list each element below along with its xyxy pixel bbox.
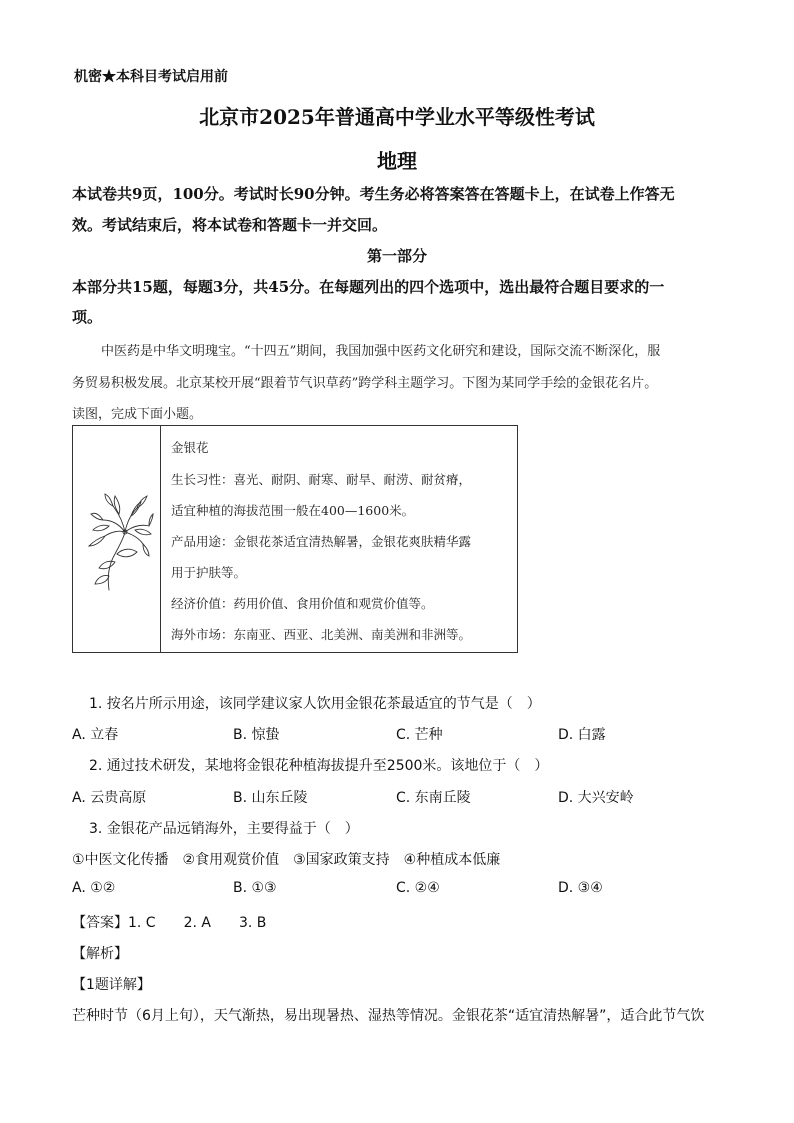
card-line-1: 生长习性：喜光、耐阴、耐寒、耐旱、耐涝、耐贫瘠， — [171, 472, 472, 487]
question-3-option-d: D. ③④ — [558, 880, 603, 896]
question-3-option-a: A. ①② — [72, 880, 116, 896]
answer-line: 【答案】1. C 2. A 3. B — [72, 915, 267, 931]
question-1-option-a: A. 立春 — [72, 727, 119, 743]
question-2-option-b: B. 山东丘陵 — [233, 790, 308, 806]
honeysuckle-card — [72, 425, 518, 653]
card-line-4: 用于护肤等。 — [171, 565, 247, 580]
subject-title: 地理 — [377, 149, 417, 173]
instructions-line-1: 本试卷共9页，100分。考试时长90分钟。考生务必将答案答在答题卡上，在试卷上作答无 — [72, 185, 675, 203]
card-divider — [160, 426, 161, 652]
detail-label: 【1题详解】 — [72, 977, 151, 993]
question-1-option-d: D. 白露 — [558, 727, 606, 743]
passage-line-2: 务贸易积极发展。北京某校开展“跟着节气识草药”跨学科主题学习。下图为某同学手绘的金银花名片。 — [72, 376, 658, 391]
instructions-line-2: 效。考试结束后，将本试卷和答题卡一并交回。 — [72, 216, 388, 234]
question-1-stem: 1. 按名片所示用途，该同学建议家人饮用金银花茶最适宜的节气是（ ） — [89, 696, 541, 712]
confidential-header: 机密★本科目考试启用前 — [74, 69, 228, 85]
question-2-option-c: C. 东南丘陵 — [396, 790, 471, 806]
question-2-stem: 2. 通过技术研发，某地将金银花种植海拔提升至2500米。该地位于（ ） — [89, 758, 549, 774]
question-3-option-b: B. ①③ — [233, 880, 277, 896]
exam-title: 北京市2025年普通高中学业水平等级性考试 — [199, 105, 595, 129]
card-name: 金银花 — [171, 440, 209, 455]
question-1-option-c: C. 芒种 — [396, 727, 443, 743]
question-3-statements: ①中医文化传播 ②食用观赏价值 ③国家政策支持 ④种植成本低廉 — [72, 852, 501, 868]
analysis-label: 【解析】 — [72, 946, 128, 962]
passage-line-3: 读图，完成下面小题。 — [72, 407, 203, 422]
question-2-option-a: A. 云贵高原 — [72, 790, 147, 806]
part-title: 第一部分 — [366, 247, 427, 265]
card-line-5: 经济价值：药用价值、食用价值和观赏价值等。 — [171, 596, 434, 611]
part-desc-line-2: 项。 — [72, 308, 103, 326]
card-line-2: 适宜种植的海拔范围一般在400—1600米。 — [171, 503, 415, 518]
question-3-option-c: C. ②④ — [396, 880, 440, 896]
question-1-option-b: B. 惊蛰 — [233, 727, 280, 743]
passage-line-1: 中医药是中华文明瑰宝。“十四五”期间，我国加强中医药文化研究和建设，国际交流不断深化，服 — [101, 344, 661, 359]
honeysuckle-drawing-icon — [79, 484, 155, 594]
card-line-3: 产品用途：金银花茶适宜清热解暑，金银花爽肤精华露 — [171, 534, 472, 549]
question-2-option-d: D. 大兴安岭 — [558, 790, 634, 806]
detail-text: 芒种时节（6月上旬），天气渐热，易出现暑热、湿热等情况。金银花茶“适宜清热解暑”，适合此节气饮 — [72, 1008, 705, 1024]
question-3-stem: 3. 金银花产品远销海外，主要得益于（ ） — [89, 821, 359, 837]
card-line-6: 海外市场：东南亚、西亚、北美洲、南美洲和非洲等。 — [171, 627, 472, 642]
part-desc-line-1: 本部分共15题，每题3分，共45分。在每题列出的四个选项中，选出最符合题目要求的一 — [72, 278, 665, 296]
